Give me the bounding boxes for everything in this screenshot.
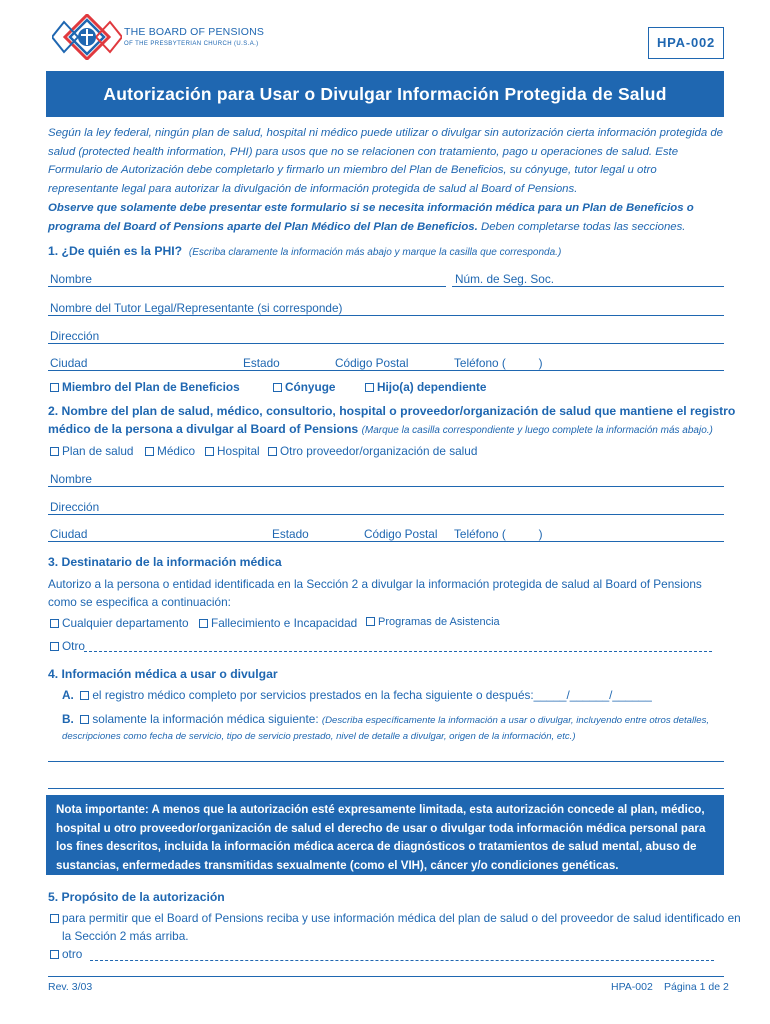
- s4-b-label: B.: [62, 712, 74, 726]
- s1-option-child-label: Hijo(a) dependiente: [377, 380, 487, 394]
- org-subname: OF THE PRESBYTERIAN CHURCH (U.S.A.): [124, 41, 259, 47]
- s2-city-label: Ciudad: [50, 527, 88, 541]
- s3-option-any-label: Cualquier departamento: [62, 616, 189, 630]
- s1-name-label: Nombre: [50, 272, 92, 286]
- s1-guardian-label: Nombre del Tutor Legal/Representante (si corresponde): [50, 301, 343, 315]
- checkbox-icon[interactable]: [273, 383, 282, 392]
- important-note: [46, 795, 724, 875]
- section1-heading: [48, 244, 561, 258]
- s5-option-other-label: otro: [62, 947, 83, 961]
- checkbox-icon[interactable]: [50, 383, 59, 392]
- section5-heading: 5. Propósito de la autorización: [48, 890, 225, 904]
- s2-option-plan-label: Plan de salud: [62, 444, 134, 458]
- s4-b-hint1: (Describa específicamente la información a usar o divulgar, incluyendo entre otros detalles,: [321, 715, 710, 726]
- note-label: Nota importante:: [56, 803, 149, 816]
- s1-ssn-label: Núm. de Seg. Soc.: [455, 272, 555, 286]
- s2-state-label: Estado: [272, 527, 309, 541]
- s1-guardian-field[interactable]: [48, 315, 724, 316]
- intro-notice-bold: Observe que solamente debe presentar este formulario si se necesita información médica para un Plan de Beneficios o programa del Board of Pensions aparte del Plan Médico del Plan de Beneficios.: [48, 202, 694, 233]
- footer-page: Página 1 de 2: [664, 981, 729, 993]
- checkbox-icon[interactable]: [199, 619, 208, 628]
- s4-option-a[interactable]: [62, 688, 652, 702]
- s5-option-1-cont: la Sección 2 más arriba.: [62, 929, 189, 943]
- checkbox-icon[interactable]: [50, 950, 59, 959]
- s5-other-field-2[interactable]: [48, 976, 724, 977]
- s2-option-doctor[interactable]: [145, 444, 195, 458]
- s1-option-member-label: Miembro del Plan de Beneficios: [62, 380, 240, 394]
- s2-name-label: Nombre: [50, 472, 92, 486]
- section2-title: médico de la persona a divulgar al Board of Pensions: [48, 422, 359, 436]
- s4-a-text: el registro médico completo por servicios prestados en la fecha siguiente o después:_____/______/______: [92, 688, 652, 702]
- s3-option-death-label: Fallecimiento e Incapacidad: [211, 616, 358, 630]
- form-id-box: HPA-002: [648, 27, 724, 59]
- s5-option-other[interactable]: [50, 947, 82, 961]
- s2-zip-label: Código Postal: [364, 527, 438, 541]
- note-text: A menos que la autorización esté expresamente limitada, esta autorización concede al plan, médico, hospital u otro proveedor/organización de salud el derecho de usar o divulgar toda información médica personal para los fines descritos, incluida la información médica acerca de diagnósticos o tratamientos de salud mental, abuso de sustancias, enfermedades transmitidas sexualmente (como el VIH), cáncer y/o condiciones genéticas.: [56, 803, 706, 872]
- s1-option-spouse[interactable]: [273, 380, 335, 394]
- s1-name-field[interactable]: [48, 286, 446, 287]
- s3-option-assist[interactable]: [366, 616, 500, 628]
- s3-option-any[interactable]: [50, 616, 189, 630]
- s1-option-child[interactable]: [365, 380, 486, 394]
- s1-city-field[interactable]: [48, 370, 724, 371]
- section3-text: Autorizo a la persona o entidad identificada en la Sección 2 a divulgar la información protegida de salud al Board of Pensions como se especifica a continuación:: [48, 577, 702, 609]
- s4-b-hint2: descripciones como fecha de servicio, tipo de servicio prestado, nivel de detalle a divulgar, origen de la información, etc.): [62, 731, 576, 742]
- s2-phone-label: Teléfono ( ): [454, 527, 543, 541]
- s4-field-2[interactable]: [48, 788, 724, 789]
- s1-address-label: Dirección: [50, 329, 100, 343]
- s4-option-b[interactable]: [62, 712, 709, 726]
- checkbox-icon[interactable]: [205, 447, 214, 456]
- s2-option-doctor-label: Médico: [157, 444, 196, 458]
- section2-heading-line1: 2. Nombre del plan de salud, médico, consultorio, hospital o proveedor/organización de salud que mantiene el registro: [48, 404, 736, 418]
- s3-other-field[interactable]: [84, 651, 712, 652]
- checkbox-icon[interactable]: [366, 617, 375, 626]
- checkbox-icon[interactable]: [50, 619, 59, 628]
- s1-address-field[interactable]: [48, 343, 724, 344]
- s1-phone-label: Teléfono ( ): [454, 356, 543, 370]
- section3-heading: 3. Destinatario de la información médica: [48, 555, 282, 569]
- s5-option-1-text: para permitir que el Board of Pensions reciba y use información médica del plan de salud o del proveedor de salud identificado en: [62, 911, 741, 925]
- checkbox-icon[interactable]: [50, 642, 59, 651]
- checkbox-icon[interactable]: [50, 914, 59, 923]
- section1-hint: (Escriba claramente la información más abajo y marque la casilla que corresponda.): [188, 247, 562, 258]
- s3-option-assist-label: Programas de Asistencia: [378, 616, 500, 628]
- s4-field-1[interactable]: [48, 761, 724, 762]
- checkbox-icon[interactable]: [365, 383, 374, 392]
- s4-a-label: A.: [62, 688, 74, 702]
- s2-option-other-label: Otro proveedor/organización de salud: [280, 444, 478, 458]
- s2-address-field[interactable]: [48, 514, 724, 515]
- logo-mark-icon: [52, 14, 122, 60]
- s1-option-spouse-label: Cónyuge: [285, 380, 336, 394]
- intro-paragraph: Según la ley federal, ningún plan de salud, hospital ni médico puede utilizar o divulgar sin autorización cierta información protegida de salud (protected health information, PHI) para usos que no se relacionen con tratamiento, pago u operaciones de salud. Este Formulario de Autorización debe completarlo y firmarlo un miembro del Plan de Beneficios, su cónyuge, tutor legal u otro representante legal para autorizar la divulgación de información protegida de salud al Board of Pensions.: [48, 127, 723, 195]
- s1-ssn-field[interactable]: [452, 286, 724, 287]
- intro-notice: [48, 199, 724, 236]
- s3-option-other[interactable]: [50, 639, 85, 653]
- s2-option-plan[interactable]: [50, 444, 134, 458]
- checkbox-icon[interactable]: [145, 447, 154, 456]
- s4-b-text: solamente la información médica siguiente:: [92, 712, 319, 726]
- section1-title: 1. ¿De quién es la PHI?: [48, 244, 183, 258]
- s5-other-field-1[interactable]: [90, 960, 714, 961]
- s2-option-hospital[interactable]: [205, 444, 260, 458]
- footer-form-id: HPA-002: [611, 981, 653, 993]
- s3-option-other-label: Otro: [62, 639, 85, 653]
- s2-option-hospital-label: Hospital: [217, 444, 260, 458]
- checkbox-icon[interactable]: [50, 447, 59, 456]
- s1-city-label: Ciudad: [50, 356, 88, 370]
- section2-heading-line2: [48, 422, 713, 436]
- s2-name-field[interactable]: [48, 486, 724, 487]
- checkbox-icon[interactable]: [80, 691, 89, 700]
- s1-option-member[interactable]: [50, 380, 240, 394]
- org-name: THE BOARD OF PENSIONS: [124, 26, 265, 38]
- s2-option-other[interactable]: [268, 444, 477, 458]
- s5-option-1[interactable]: [50, 911, 741, 925]
- intro-notice-rest: Deben completarse todas las secciones.: [477, 220, 686, 233]
- section4-heading: 4. Información médica a usar o divulgar: [48, 667, 278, 681]
- s2-city-field[interactable]: [48, 541, 724, 542]
- checkbox-icon[interactable]: [268, 447, 277, 456]
- s1-state-label: Estado: [243, 356, 280, 370]
- footer-revision: Rev. 3/03: [48, 981, 93, 993]
- title-banner: Autorización para Usar o Divulgar Información Protegida de Salud: [46, 71, 724, 117]
- s3-option-death[interactable]: [199, 616, 357, 630]
- s1-zip-label: Código Postal: [335, 356, 409, 370]
- s2-address-label: Dirección: [50, 500, 100, 514]
- section2-hint: (Marque la casilla correspondiente y luego complete la información más abajo.): [361, 425, 713, 436]
- logo: [52, 14, 122, 60]
- checkbox-icon[interactable]: [80, 715, 89, 724]
